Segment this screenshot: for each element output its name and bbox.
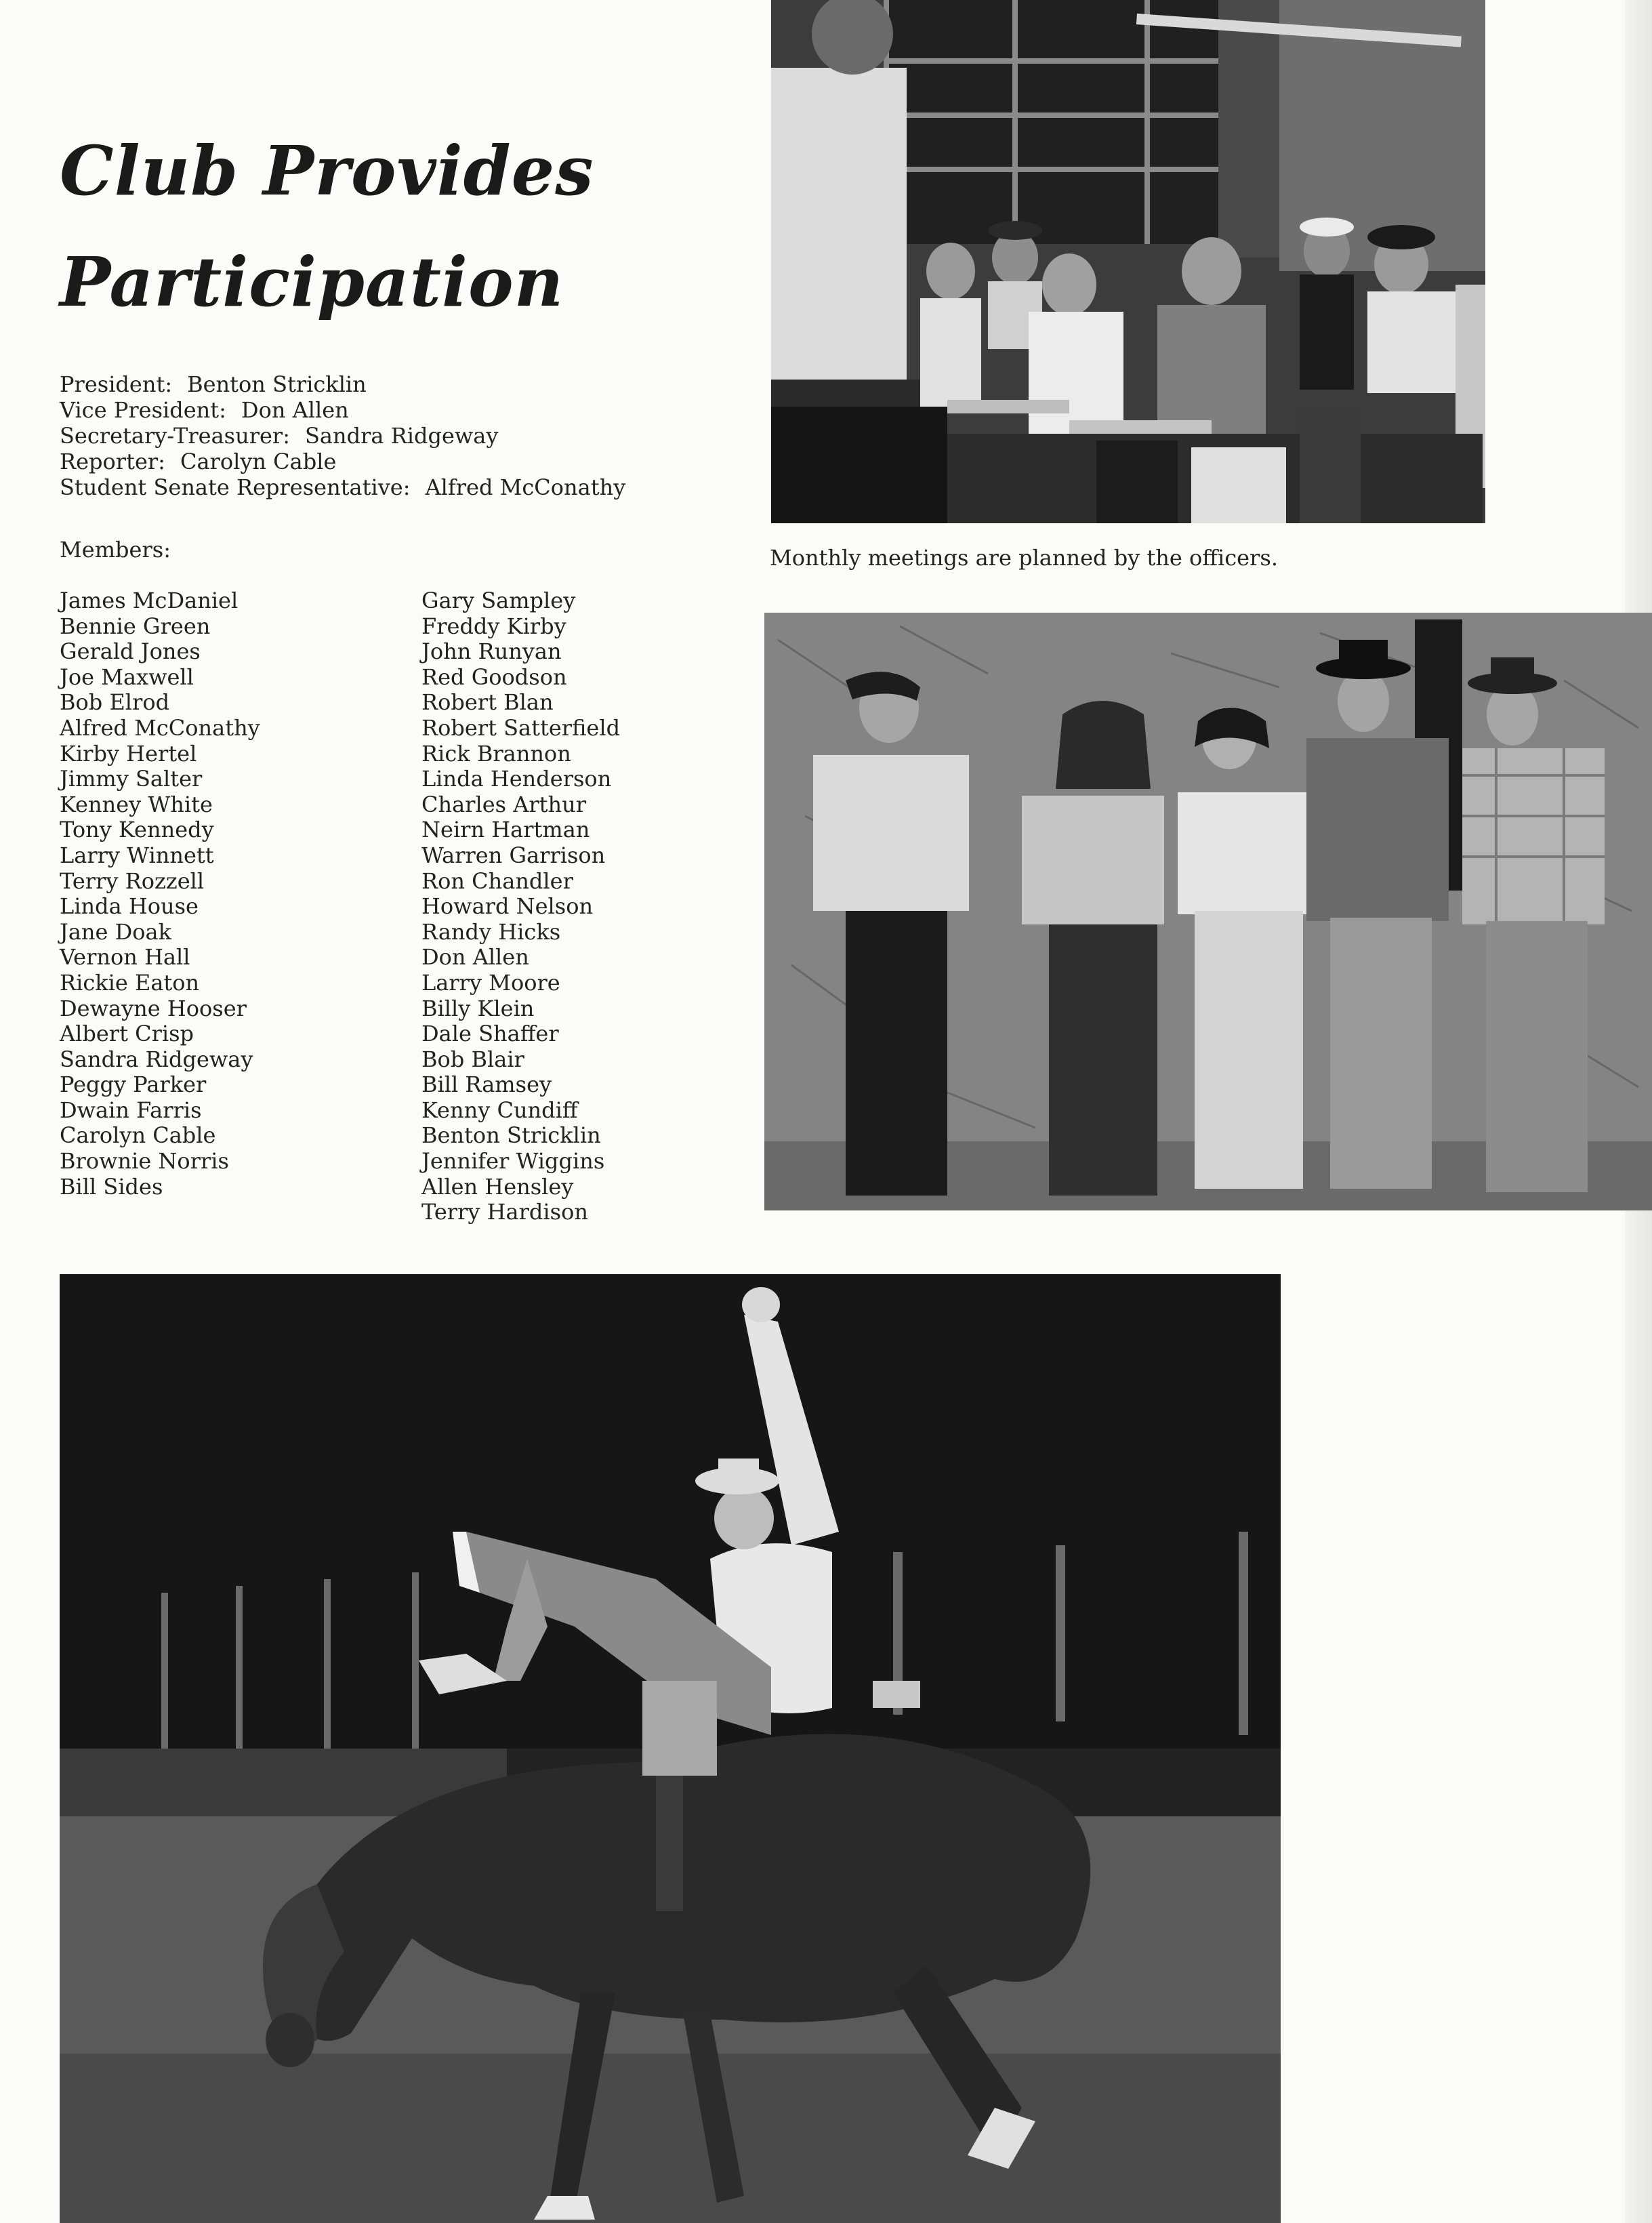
member-name: Terry Rozzell <box>60 868 205 894</box>
page-headline <box>60 115 737 338</box>
member-name: Larry Moore <box>421 969 560 996</box>
member-name: Ron Chandler <box>421 868 573 894</box>
member-name: Vernon Hall <box>60 944 190 971</box>
officer-role: Student Senate Representative: <box>60 474 411 500</box>
member-name: Robert Satterfield <box>421 714 621 741</box>
member-name: Robert Blan <box>421 689 554 716</box>
officer-row <box>60 423 625 449</box>
member-name: Bennie Green <box>60 613 211 639</box>
officer-name: Sandra Ridgeway <box>305 423 499 449</box>
member-name: Terry Hardison <box>421 1199 588 1225</box>
member-name: Kirby Hertel <box>60 740 197 767</box>
member-name: Rickie Eaton <box>60 969 200 996</box>
headline-line-1: Club Provides <box>60 131 594 211</box>
member-name: Linda Henderson <box>421 766 612 792</box>
members-column-1 <box>60 588 260 1200</box>
officer-row <box>60 474 625 500</box>
member-name: Dewayne Hooser <box>60 995 247 1021</box>
photo-caption: Monthly meetings are planned by the officers. <box>770 545 1278 571</box>
officer-row <box>60 449 625 474</box>
member-name: Howard Nelson <box>421 893 594 920</box>
member-name: Joe Maxwell <box>60 664 194 690</box>
member-name: Bob Blair <box>421 1046 524 1072</box>
member-name: Benton Stricklin <box>421 1122 601 1149</box>
member-name: Kenny Cundiff <box>421 1097 578 1123</box>
member-name: Charles Arthur <box>421 791 587 817</box>
member-name: Jane Doak <box>60 918 172 945</box>
member-name: Billy Klein <box>421 995 535 1021</box>
member-name: John Runyan <box>421 638 562 665</box>
members-label: Members: <box>60 537 171 563</box>
member-name: Freddy Kirby <box>421 613 566 639</box>
member-name: Jimmy Salter <box>60 766 203 792</box>
member-name: Gary Sampley <box>421 588 576 613</box>
officer-name: Benton Stricklin <box>187 371 367 397</box>
member-name: Allen Hensley <box>421 1173 574 1200</box>
member-name: Kenney White <box>60 791 213 817</box>
officer-name: Carolyn Cable <box>180 449 337 474</box>
headline-line-2: Participation <box>60 242 564 322</box>
member-name: Alfred McConathy <box>60 714 260 741</box>
member-name: Brownie Norris <box>60 1148 229 1175</box>
officer-role: Reporter: <box>60 449 165 474</box>
member-name: Larry Winnett <box>60 842 214 868</box>
member-name: Gerald Jones <box>60 638 201 665</box>
member-name: Dwain Farris <box>60 1097 202 1123</box>
officer-row <box>60 371 625 397</box>
member-name: Bill Ramsey <box>421 1072 552 1098</box>
rodeo-photo <box>60 1274 1281 2223</box>
member-name: Red Goodson <box>421 664 567 690</box>
officer-name: Alfred McConathy <box>425 474 626 500</box>
member-name: James McDaniel <box>60 588 239 613</box>
member-name: Rick Brannon <box>421 740 571 767</box>
member-name: Albert Crisp <box>60 1021 194 1047</box>
member-name: Peggy Parker <box>60 1072 207 1098</box>
officer-role: Secretary-Treasurer: <box>60 423 290 449</box>
member-name: Linda House <box>60 893 199 920</box>
officer-role: Vice President: <box>60 397 226 423</box>
member-name: Bill Sides <box>60 1173 163 1200</box>
member-name: Carolyn Cable <box>60 1122 216 1149</box>
officer-row <box>60 397 625 423</box>
member-name: Dale Shaffer <box>421 1021 559 1047</box>
member-name: Bob Elrod <box>60 689 170 716</box>
meeting-photo <box>771 0 1485 523</box>
officer-role: President: <box>60 371 173 397</box>
officer-name: Don Allen <box>241 397 349 423</box>
member-name: Don Allen <box>421 944 529 971</box>
members-column-2 <box>421 588 620 1225</box>
member-name: Randy Hicks <box>421 918 561 945</box>
member-name: Tony Kennedy <box>60 817 214 843</box>
member-name: Neirn Hartman <box>421 817 590 843</box>
officers-list <box>60 371 625 500</box>
officers-photo <box>764 613 1652 1210</box>
member-name: Sandra Ridgeway <box>60 1046 253 1072</box>
member-name: Jennifer Wiggins <box>421 1148 605 1175</box>
member-name: Warren Garrison <box>421 842 606 868</box>
